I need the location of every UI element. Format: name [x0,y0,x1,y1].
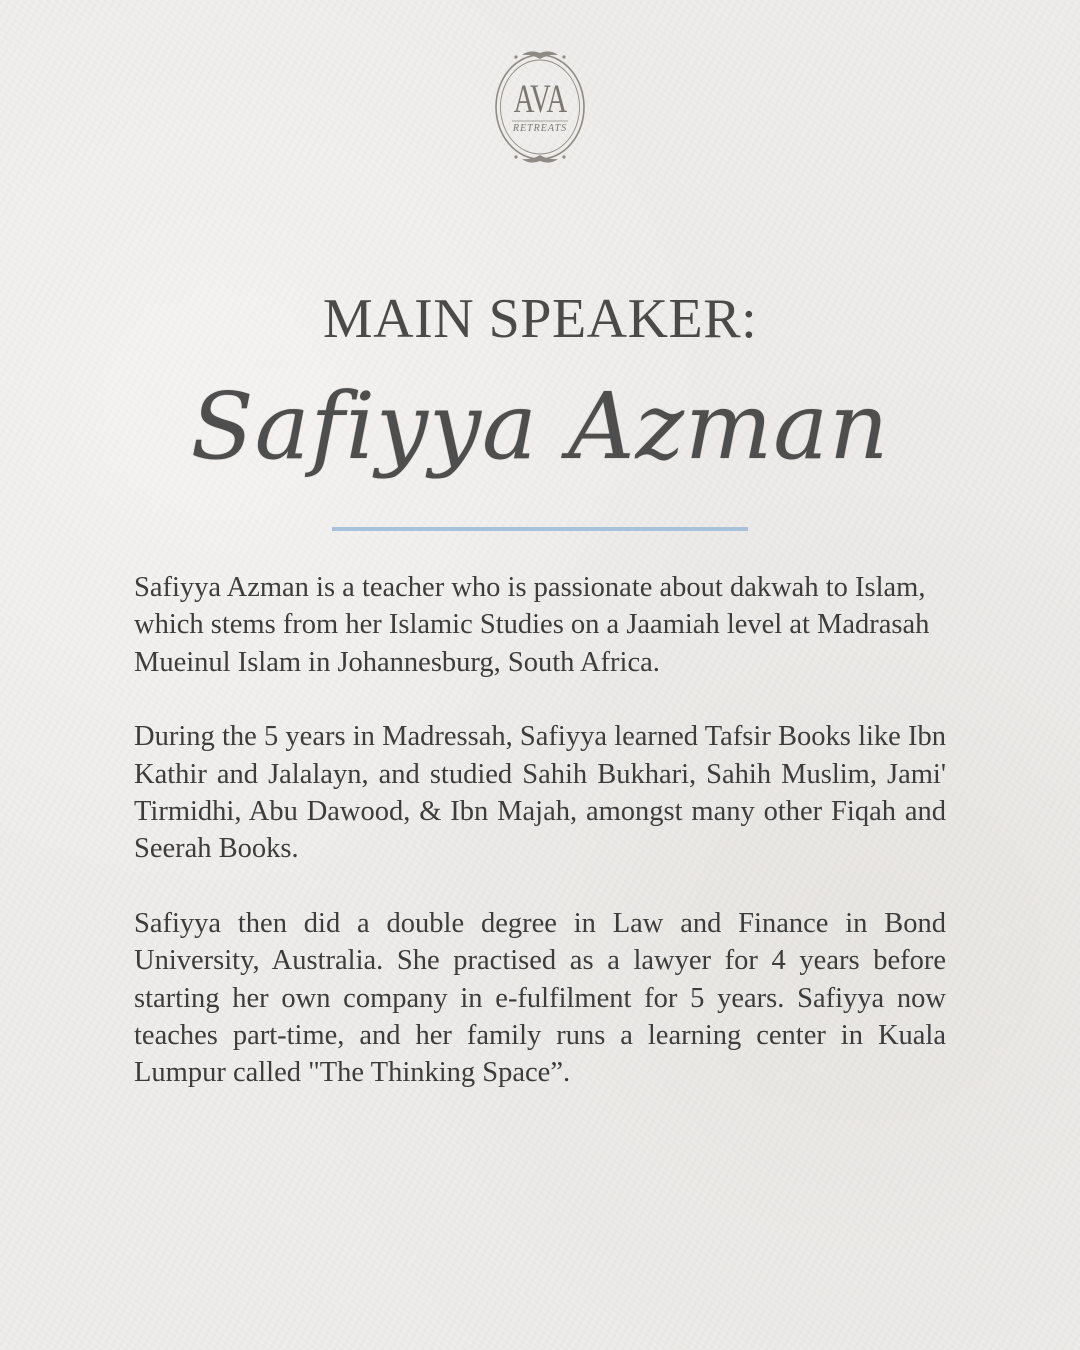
bio-paragraph: Safiyya then did a double degree in Law and Finance in Bond University, Australia. She practised as a lawyer for 4 years before starting her own company in e-fulfilment for 5 years. Safiyya now teaches part-time, and her family runs a learning center in Kuala Lumpur called "The Thinking Space”. [134,907,946,1089]
speaker-bio [134,569,946,1092]
logo-subtitle: RETREATS [512,123,568,134]
page-heading: MAIN SPEAKER: [322,288,758,350]
logo-wordmark: AVA [513,76,567,121]
bio-paragraph: Safiyya Azman is a teacher who is passionate about dakwah to Islam, which stems from her Islamic Studies on a Jaamiah level at Madrasah Mueinul Islam in Johannesburg, South Africa. [134,572,930,678]
ava-retreats-logo [488,47,592,167]
speaker-name: Safiyya Azman [190,373,890,480]
bio-paragraph: During the 5 years in Madressah, Safiyya learned Tafsir Books like Ibn Kathir and Jalalayn, and studied Sahih Bukhari, Sahih Muslim, Jami' Tirmidhi, Abu Dawood, & Ibn Majah, amongst many other Fiqah and Seerah Books. [134,721,946,865]
divider [332,527,748,531]
